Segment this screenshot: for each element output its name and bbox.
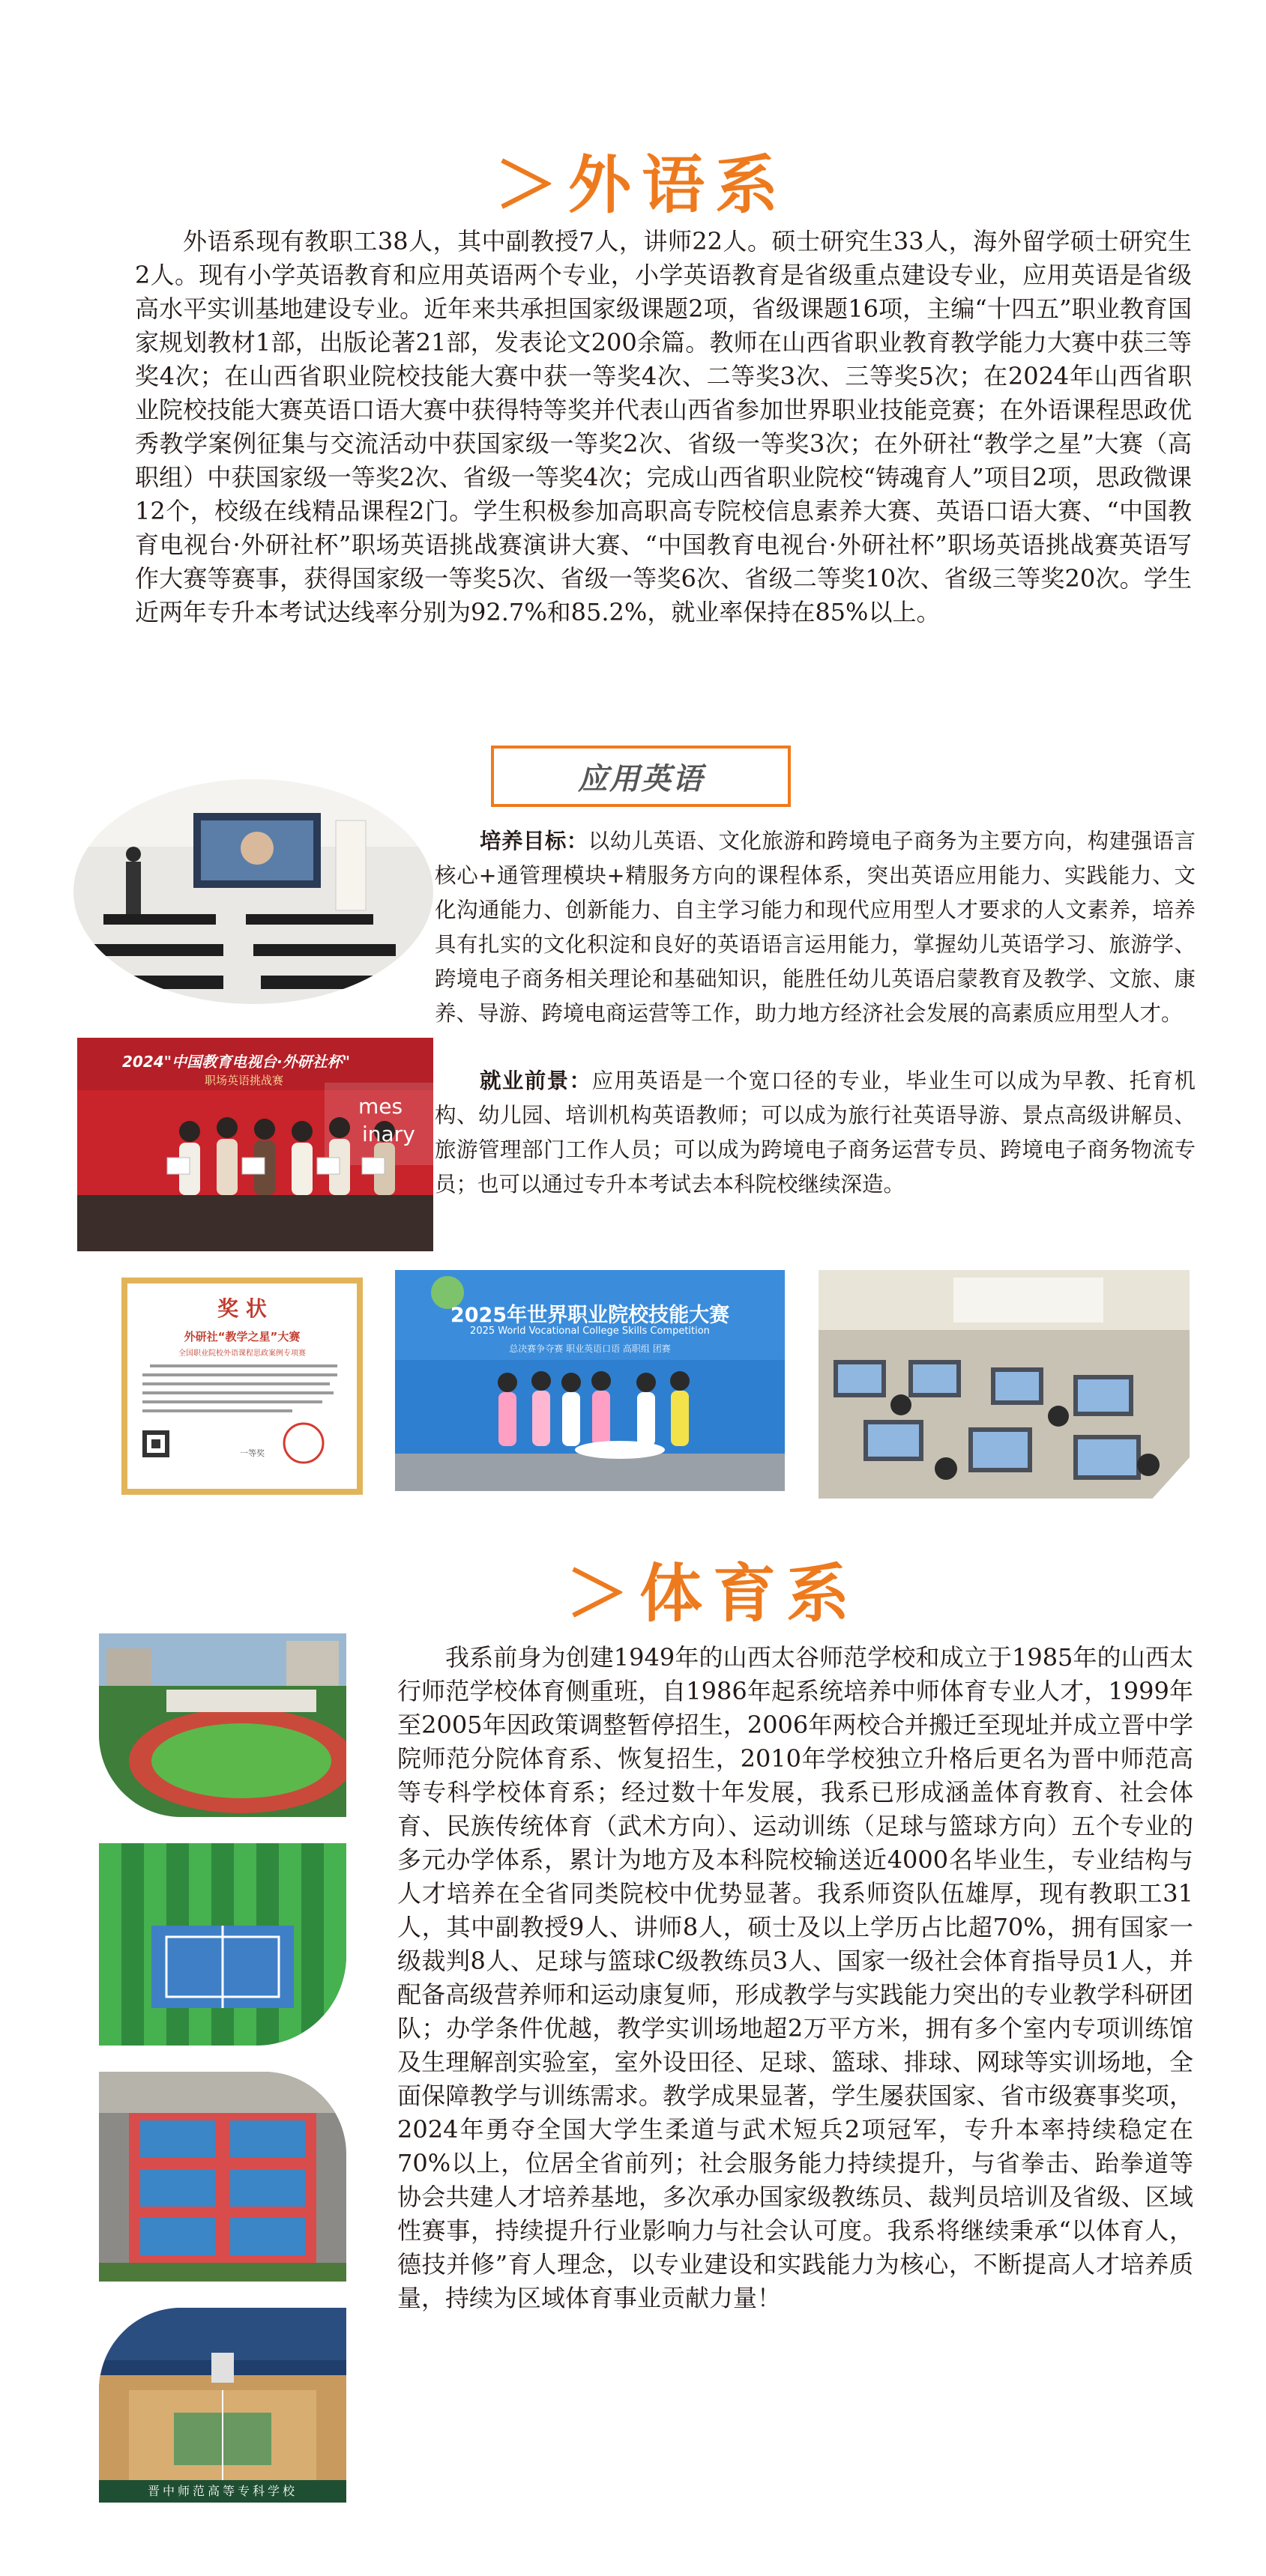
skills-competition-photo <box>395 1270 785 1491</box>
training-goal-text: 以幼儿英语、文化旅游和跨境电子商务为主要方向，构建强语言核心+通管理模块+精服务方向的课程体系，突出英语应用能力、实践能力、文化沟通能力、创新能力、自主学习能力和现代应用型人才要求的人文素养，培养具有扎实的文化积淀和良好的英语语言运用能力，掌握幼儿英语学习、旅游学、跨境电子商务相关理论和基础知识，能胜任幼儿英语启蒙教育及教学、文旅、康养、导游、跨境电商运营等工作，助力地方经济社会发展的高素质应用型人才。 <box>435 829 1196 1026</box>
red-court-aerial-photo <box>99 2072 346 2282</box>
employment-paragraph <box>435 1064 1196 1202</box>
certificate-line-1: 外研社“教学之星”大赛 <box>184 1330 301 1343</box>
banner-right-text-1: mes <box>358 1094 403 1119</box>
skills-competition-title: 2025年世界职业院校技能大赛 <box>450 1304 730 1327</box>
certificate-line-2: 全国职业院校外语课程思政案例专项赛 <box>178 1349 306 1358</box>
skills-competition-subtitle: 2025 World Vocational College Skills Competition <box>470 1325 710 1337</box>
banner-subcaption: 职场英语挑战赛 <box>205 1074 284 1087</box>
major-name: 应用英语 <box>578 761 704 796</box>
tennis-court-photo <box>99 1843 346 2046</box>
stadium-aerial-photo <box>99 1633 346 1817</box>
certificate-footer: 一等奖 <box>240 1448 265 1458</box>
foreign-language-title: ＞外语系 <box>495 148 789 222</box>
competition-group-photo <box>77 1038 433 1251</box>
banner-right-text-2: inary <box>362 1122 415 1146</box>
employment-label: 就业前景： <box>480 1068 592 1093</box>
award-certificate-photo <box>121 1278 363 1495</box>
foreign-language-intro: 外语系现有教职工38人，其中副教授7人，讲师22人。硕士研究生33人，海外留学硕士研究生2人。现有小学英语教育和应用英语两个专业，小学英语教育是省级重点建设专业，应用英语是省级高水平实训基地建设专业。近年来共承担国家级课题2项，省级课题16项，主编“十四五”职业教育国家规划教材1部，出版论著21部，发表论文200余篇。教师在山西省职业教育教学能力大赛中获三等奖4次；在山西省职业院校技能大赛中获一等奖4次、二等奖3次、三等奖5次；在2024年山西省职业院校技能大赛英语口语大赛中获得特等奖并代表山西省参加世界职业技能竞赛；在外语课程思政优秀教学案例征集与交流活动中获国家级一等奖2次、省级一等奖3次；在外研社“教学之星”大赛（高职组）中获国家级一等奖2次、省级一等奖4次；完成山西省职业院校“铸魂育人”项目2项，思政微课12个，校级在线精品课程2门。学生积极参加高职高专院校信息素养大赛、英语口语大赛、“中国教育电视台·外研社杯”职场英语挑战赛演讲大赛、“中国教育电视台·外研社杯”职场英语挑战赛英语写作大赛等赛事，获得国家级一等奖5次、省级一等奖6次、省级二等奖10次、省级三等奖20次。学生近两年专升本考试达线率分别为92.7%和85.2%，就业率保持在85%以上。 <box>135 227 1192 626</box>
certificate-title: 奖 状 <box>217 1296 267 1321</box>
pe-department-title: ＞体育系 <box>566 1557 860 1630</box>
major-name-box <box>491 746 791 807</box>
banner-caption: 2024"中国教育电视台·外研社杯" <box>122 1053 351 1071</box>
training-goal-paragraph <box>435 824 1196 1031</box>
skills-competition-note: 总决赛争夺赛 职业英语口语 高职组 团赛 <box>509 1343 671 1354</box>
indoor-gym-photo <box>99 2308 346 2503</box>
employment-text: 应用英语是一个宽口径的专业，毕业生可以成为早教、托育机构、幼儿园、培训机构英语教师；可以成为旅行社英语导游、景点高级讲解员、旅游管理部门工作人员；可以成为跨境电子商务运营专员、跨境电子商务物流专员；也可以通过专升本考试去本科院校继续深造。 <box>435 1068 1196 1197</box>
classroom-photo <box>73 779 433 1004</box>
computer-lab-photo <box>819 1270 1190 1499</box>
gym-sign-text: 晋中师范高等专科学校 <box>147 2484 298 2498</box>
pe-department-intro: 我系前身为创建1949年的山西太谷师范学校和成立于1985年的山西太行师范学校体育侧重班，自1986年起系统培养中师体育专业人才，1999年至2005年因政策调整暂停招生，2006年两校合并搬迁至现址并成立晋中学院师范分院体育系、恢复招生，2010年学校独立升格后更名为晋中师范高等专科学校体育系；经过数十年发展，我系已形成涵盖体育教育、社会体育、民族传统体育（武术方向）、运动训练（足球与篮球方向）五个专业的多元办学体系，累计为地方及本科院校输送近4000名毕业生，专业结构与人才培养在全省同类院校中优势显著。我系师资队伍雄厚，现有教职工31人，其中副教授9人、讲师8人，硕士及以上学历占比超70%，拥有国家一级裁判8人、足球与篮球C级教练员3人、国家一级社会体育指导员1人，并配备高级营养师和运动康复师，形成教学与实践能力突出的专业教学科研团队；办学条件优越，教学实训场地超2万平方米，拥有多个室内专项训练馆及生理解剖实验室，室外设田径、足球、篮球、排球、网球等实训场地，全面保障教学与训练需求。教学成果显著，学生屡获国家、省市级赛事奖项，2024年勇夺全国大学生柔道与武术短兵2项冠军，专升本率持续稳定在70%以上，位居全省前列；社会服务能力持续提升，与省拳击、跆拳道等协会共建人才培养基地，多次承办国家级教练员、裁判员培训及省级、区域性赛事，持续提升行业影响力与社会认可度。我系将继续秉承“以体育人，德技并修”育人理念，以专业建设和实践能力为核心，不断提高人才培养质量，持续为区域体育事业贡献力量！ <box>397 1643 1193 2312</box>
training-goal-label: 培养目标： <box>480 829 588 853</box>
